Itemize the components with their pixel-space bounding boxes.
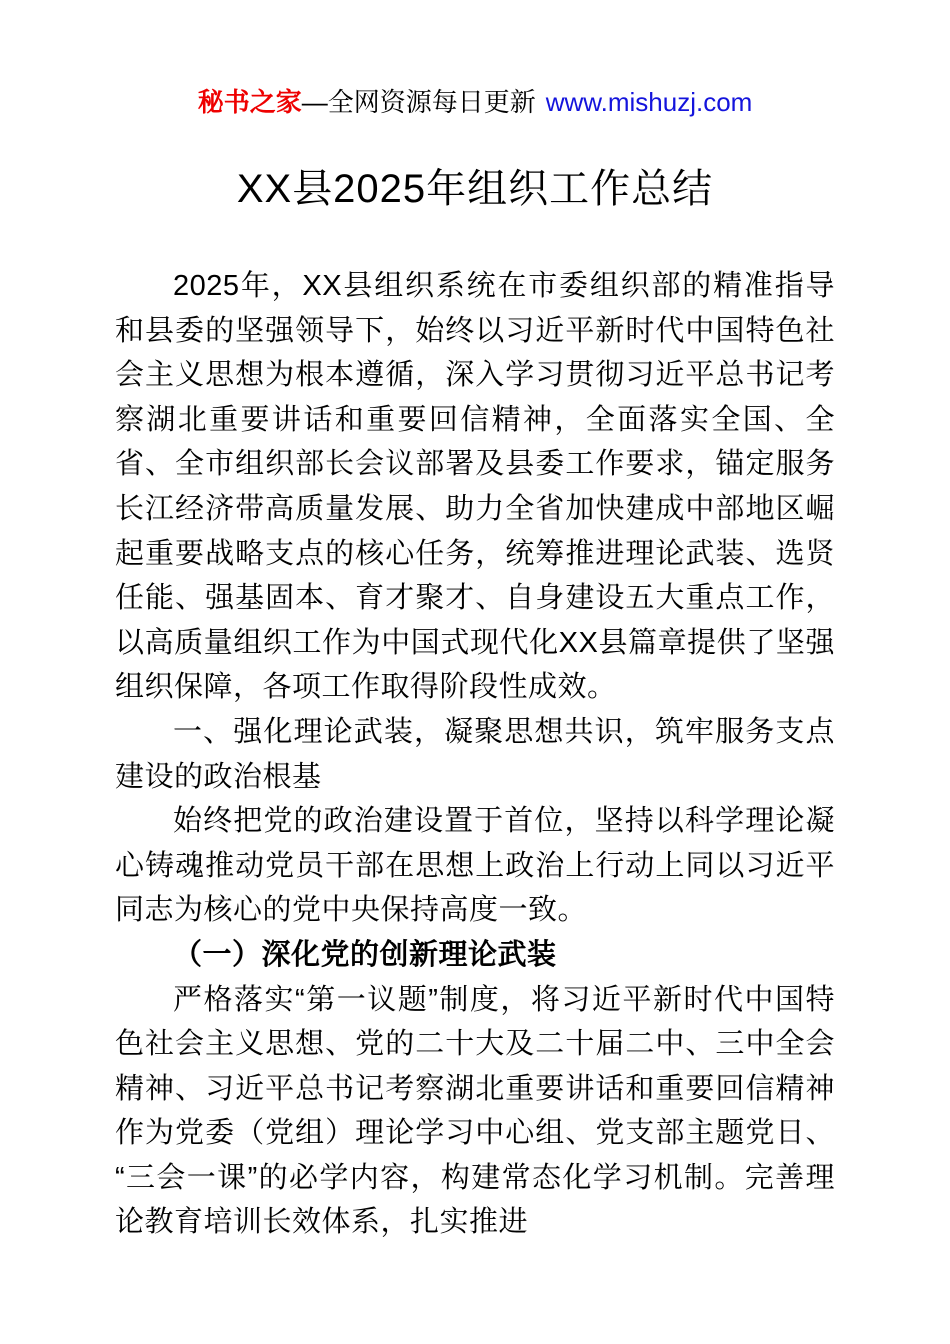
document-body	[115, 264, 835, 1245]
promo-header	[0, 0, 950, 118]
paragraph-subsection-1-1: 严格落实“第一议题”制度，将习近平新时代中国特色社会主义思想、党的二十大及二十届二中、三中全会精神、习近平总书记考察湖北重要讲话和重要回信精神作为党委（党组）理论学习中心组、党支部主题党日、“三会一课”的必学内容，构建常态化学习机制。完善理论教育培训长效体系，扎实推进	[115, 983, 835, 1239]
section-heading-1: 一、强化理论武装，凝聚思想共识，筑牢服务支点建设的政治根基	[115, 715, 835, 793]
brand-separator-dash: —	[301, 87, 328, 117]
website-link[interactable]: www.mishuzj.com	[545, 87, 753, 117]
brand-name: 秘书之家	[197, 87, 302, 117]
paragraph-intro: 2025年，XX县组织系统在市委组织部的精准指导和县委的坚强领导下，始终以习近平新时代中国特色社会主义思想为根本遵循，深入学习贯彻习近平总书记考察湖北重要讲话和重要回信精神，全面落实全国、全省、全市组织部长会议部署及县委工作要求，锚定服务长江经济带高质量发展、助力全省加快建成中部地区崛起重要战略支点的核心任务，统筹推进理论武装、选贤任能、强基固本、育才聚才、自身建设五大重点工作，以高质量组织工作为中国式现代化XX县篇章提供了坚强组织保障，各项工作取得阶段性成效。	[115, 270, 835, 704]
brand-tagline: 全网资源每日更新	[327, 87, 536, 117]
subsection-heading-1-1: （一）深化党的创新理论武装	[173, 938, 557, 971]
paragraph-section-1-lead: 始终把党的政治建设置于首位，坚持以科学理论凝心铸魂推动党员干部在思想上政治上行动上同以习近平同志为核心的党中央保持高度一致。	[115, 805, 835, 927]
document-title: XX县2025年组织工作总结	[236, 167, 714, 211]
